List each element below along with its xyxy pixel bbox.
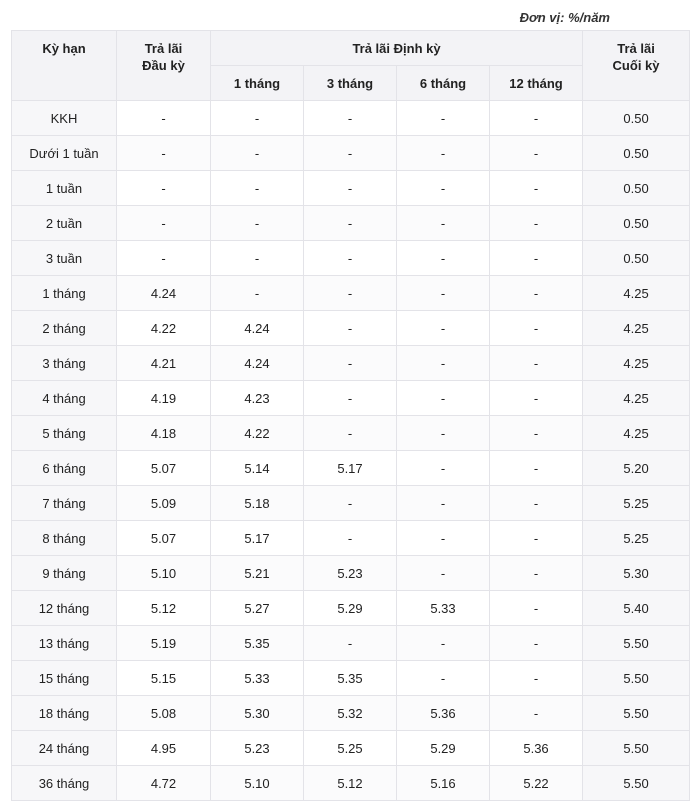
table-row <box>12 556 690 591</box>
rate-cell: 5.15 <box>117 661 211 696</box>
rate-cell: 5.09 <box>117 486 211 521</box>
header-upfront-line2: Đầu kỳ <box>142 58 185 73</box>
term-cell: 15 tháng <box>12 661 117 696</box>
rate-cell: - <box>304 416 397 451</box>
rate-cell: - <box>490 451 583 486</box>
rate-cell: 5.07 <box>117 521 211 556</box>
rate-cell: - <box>304 241 397 276</box>
header-periodic-1-month: 1 tháng <box>211 66 304 101</box>
rate-cell: - <box>397 556 490 591</box>
table-row <box>12 451 690 486</box>
rate-cell: - <box>490 101 583 136</box>
rate-cell: - <box>397 311 490 346</box>
rate-cell: 5.10 <box>117 556 211 591</box>
rate-cell: - <box>490 556 583 591</box>
rate-cell: - <box>117 206 211 241</box>
table-row <box>12 661 690 696</box>
rate-cell: - <box>304 171 397 206</box>
term-cell: 8 tháng <box>12 521 117 556</box>
rate-cell: 4.25 <box>583 416 690 451</box>
table-header <box>12 31 690 101</box>
rate-cell: 5.35 <box>211 626 304 661</box>
rate-cell: - <box>117 101 211 136</box>
rate-cell: - <box>490 521 583 556</box>
rate-cell: - <box>304 136 397 171</box>
rate-cell: 0.50 <box>583 171 690 206</box>
rate-cell: 5.27 <box>211 591 304 626</box>
rate-cell: 5.50 <box>583 626 690 661</box>
rate-cell: 5.18 <box>211 486 304 521</box>
header-upfront <box>117 31 211 101</box>
rate-cell: 0.50 <box>583 101 690 136</box>
rate-cell: 5.29 <box>397 731 490 766</box>
rate-cell: 0.50 <box>583 241 690 276</box>
rate-cell: - <box>397 101 490 136</box>
rate-cell: 5.23 <box>304 556 397 591</box>
rate-cell: 5.22 <box>490 766 583 801</box>
rate-cell: - <box>397 171 490 206</box>
rate-cell: - <box>490 311 583 346</box>
table-row <box>12 311 690 346</box>
rate-cell: - <box>490 696 583 731</box>
rate-cell: 4.25 <box>583 381 690 416</box>
table-row <box>12 521 690 556</box>
rate-cell: 4.23 <box>211 381 304 416</box>
rate-cell: 5.40 <box>583 591 690 626</box>
rate-cell: 5.23 <box>211 731 304 766</box>
rate-cell: 5.25 <box>583 521 690 556</box>
rate-cell: 5.25 <box>304 731 397 766</box>
rate-cell: - <box>490 136 583 171</box>
rate-cell: 5.50 <box>583 661 690 696</box>
rate-cell: 4.72 <box>117 766 211 801</box>
rate-cell: 5.32 <box>304 696 397 731</box>
rate-cell: - <box>490 241 583 276</box>
rate-cell: - <box>117 241 211 276</box>
table-row <box>12 241 690 276</box>
rate-cell: - <box>397 521 490 556</box>
rate-cell: - <box>304 521 397 556</box>
table-row <box>12 696 690 731</box>
rate-cell: - <box>211 136 304 171</box>
rate-cell: - <box>397 346 490 381</box>
table-row <box>12 206 690 241</box>
rate-cell: - <box>397 136 490 171</box>
rate-cell: - <box>397 206 490 241</box>
rate-cell: 5.50 <box>583 696 690 731</box>
rate-cell: - <box>304 206 397 241</box>
rate-cell: - <box>304 381 397 416</box>
table-row <box>12 381 690 416</box>
rate-cell: 5.36 <box>397 696 490 731</box>
table-row <box>12 101 690 136</box>
rate-cell: - <box>490 171 583 206</box>
rate-cell: 5.14 <box>211 451 304 486</box>
table-row <box>12 591 690 626</box>
header-end-line1: Trả lãi <box>617 41 655 56</box>
rate-cell: - <box>304 311 397 346</box>
rate-cell: 0.50 <box>583 206 690 241</box>
rate-cell: 5.12 <box>304 766 397 801</box>
rate-cell: - <box>304 276 397 311</box>
rate-cell: 5.21 <box>211 556 304 591</box>
rate-cell: - <box>117 171 211 206</box>
header-periodic: Trả lãi Định kỳ <box>211 31 583 66</box>
interest-rate-table <box>11 30 690 801</box>
rate-cell: - <box>397 451 490 486</box>
table-row <box>12 766 690 801</box>
table-row <box>12 171 690 206</box>
rate-cell: - <box>490 591 583 626</box>
rate-cell: - <box>397 276 490 311</box>
rate-cell: - <box>490 206 583 241</box>
rate-cell: 5.07 <box>117 451 211 486</box>
term-cell: 7 tháng <box>12 486 117 521</box>
rate-cell: 5.36 <box>490 731 583 766</box>
rate-cell: 5.10 <box>211 766 304 801</box>
rate-table-container <box>11 30 689 801</box>
term-cell: 1 tháng <box>12 276 117 311</box>
rate-cell: 5.20 <box>583 451 690 486</box>
rate-cell: 5.16 <box>397 766 490 801</box>
table-body <box>12 101 690 801</box>
term-cell: 36 tháng <box>12 766 117 801</box>
table-row <box>12 486 690 521</box>
rate-cell: 5.19 <box>117 626 211 661</box>
term-cell: 3 tuần <box>12 241 117 276</box>
header-periodic-6-month: 6 tháng <box>397 66 490 101</box>
rate-cell: - <box>397 486 490 521</box>
rate-cell: 5.30 <box>583 556 690 591</box>
rate-cell: - <box>490 626 583 661</box>
rate-cell: 5.08 <box>117 696 211 731</box>
rate-cell: 4.21 <box>117 346 211 381</box>
term-cell: 24 tháng <box>12 731 117 766</box>
header-upfront-line1: Trả lãi <box>144 41 183 56</box>
rate-cell: 0.50 <box>583 136 690 171</box>
rate-cell: - <box>397 626 490 661</box>
rate-cell: - <box>304 486 397 521</box>
rate-cell: 4.24 <box>211 346 304 381</box>
rate-cell: 4.22 <box>117 311 211 346</box>
rate-cell: - <box>490 276 583 311</box>
term-cell: 12 tháng <box>12 591 117 626</box>
rate-cell: 4.19 <box>117 381 211 416</box>
rate-cell: - <box>117 136 211 171</box>
rate-cell: 5.50 <box>583 731 690 766</box>
rate-cell: 5.29 <box>304 591 397 626</box>
unit-note: Đơn vị: %/năm <box>519 10 610 25</box>
rate-cell: 5.12 <box>117 591 211 626</box>
rate-cell: - <box>397 416 490 451</box>
rate-cell: - <box>304 346 397 381</box>
term-cell: 6 tháng <box>12 451 117 486</box>
term-cell: 3 tháng <box>12 346 117 381</box>
header-periodic-3-month: 3 tháng <box>304 66 397 101</box>
rate-cell: 5.17 <box>304 451 397 486</box>
header-term: Kỳ hạn <box>12 31 117 101</box>
rate-cell: 4.24 <box>117 276 211 311</box>
rate-cell: 5.30 <box>211 696 304 731</box>
table-row <box>12 416 690 451</box>
term-cell: 2 tuần <box>12 206 117 241</box>
table-row <box>12 346 690 381</box>
table-row <box>12 136 690 171</box>
rate-cell: 4.95 <box>117 731 211 766</box>
rate-cell: 5.50 <box>583 766 690 801</box>
rate-cell: - <box>490 416 583 451</box>
table-row <box>12 276 690 311</box>
rate-cell: - <box>397 661 490 696</box>
header-periodic-12-month: 12 tháng <box>490 66 583 101</box>
header-end-line2: Cuối kỳ <box>612 58 660 73</box>
term-cell: 18 tháng <box>12 696 117 731</box>
rate-cell: - <box>211 101 304 136</box>
table-row <box>12 626 690 661</box>
table-row <box>12 731 690 766</box>
rate-cell: 4.25 <box>583 346 690 381</box>
term-cell: 13 tháng <box>12 626 117 661</box>
rate-cell: - <box>211 241 304 276</box>
term-cell: KKH <box>12 101 117 136</box>
rate-cell: 5.25 <box>583 486 690 521</box>
term-cell: 4 tháng <box>12 381 117 416</box>
term-cell: Dưới 1 tuần <box>12 136 117 171</box>
rate-cell: - <box>490 661 583 696</box>
rate-cell: 4.25 <box>583 276 690 311</box>
rate-cell: - <box>397 381 490 416</box>
rate-cell: - <box>211 276 304 311</box>
rate-cell: - <box>211 206 304 241</box>
rate-cell: 4.22 <box>211 416 304 451</box>
rate-cell: - <box>397 241 490 276</box>
header-end <box>583 31 690 101</box>
rate-cell: - <box>490 381 583 416</box>
rate-cell: - <box>304 626 397 661</box>
rate-cell: - <box>490 486 583 521</box>
rate-cell: 4.18 <box>117 416 211 451</box>
term-cell: 9 tháng <box>12 556 117 591</box>
term-cell: 1 tuần <box>12 171 117 206</box>
rate-cell: - <box>490 346 583 381</box>
rate-cell: 5.33 <box>211 661 304 696</box>
rate-cell: 4.24 <box>211 311 304 346</box>
rate-cell: 5.35 <box>304 661 397 696</box>
rate-cell: 5.17 <box>211 521 304 556</box>
rate-cell: - <box>211 171 304 206</box>
rate-cell: 5.33 <box>397 591 490 626</box>
term-cell: 2 tháng <box>12 311 117 346</box>
rate-cell: - <box>304 101 397 136</box>
rate-cell: 4.25 <box>583 311 690 346</box>
term-cell: 5 tháng <box>12 416 117 451</box>
